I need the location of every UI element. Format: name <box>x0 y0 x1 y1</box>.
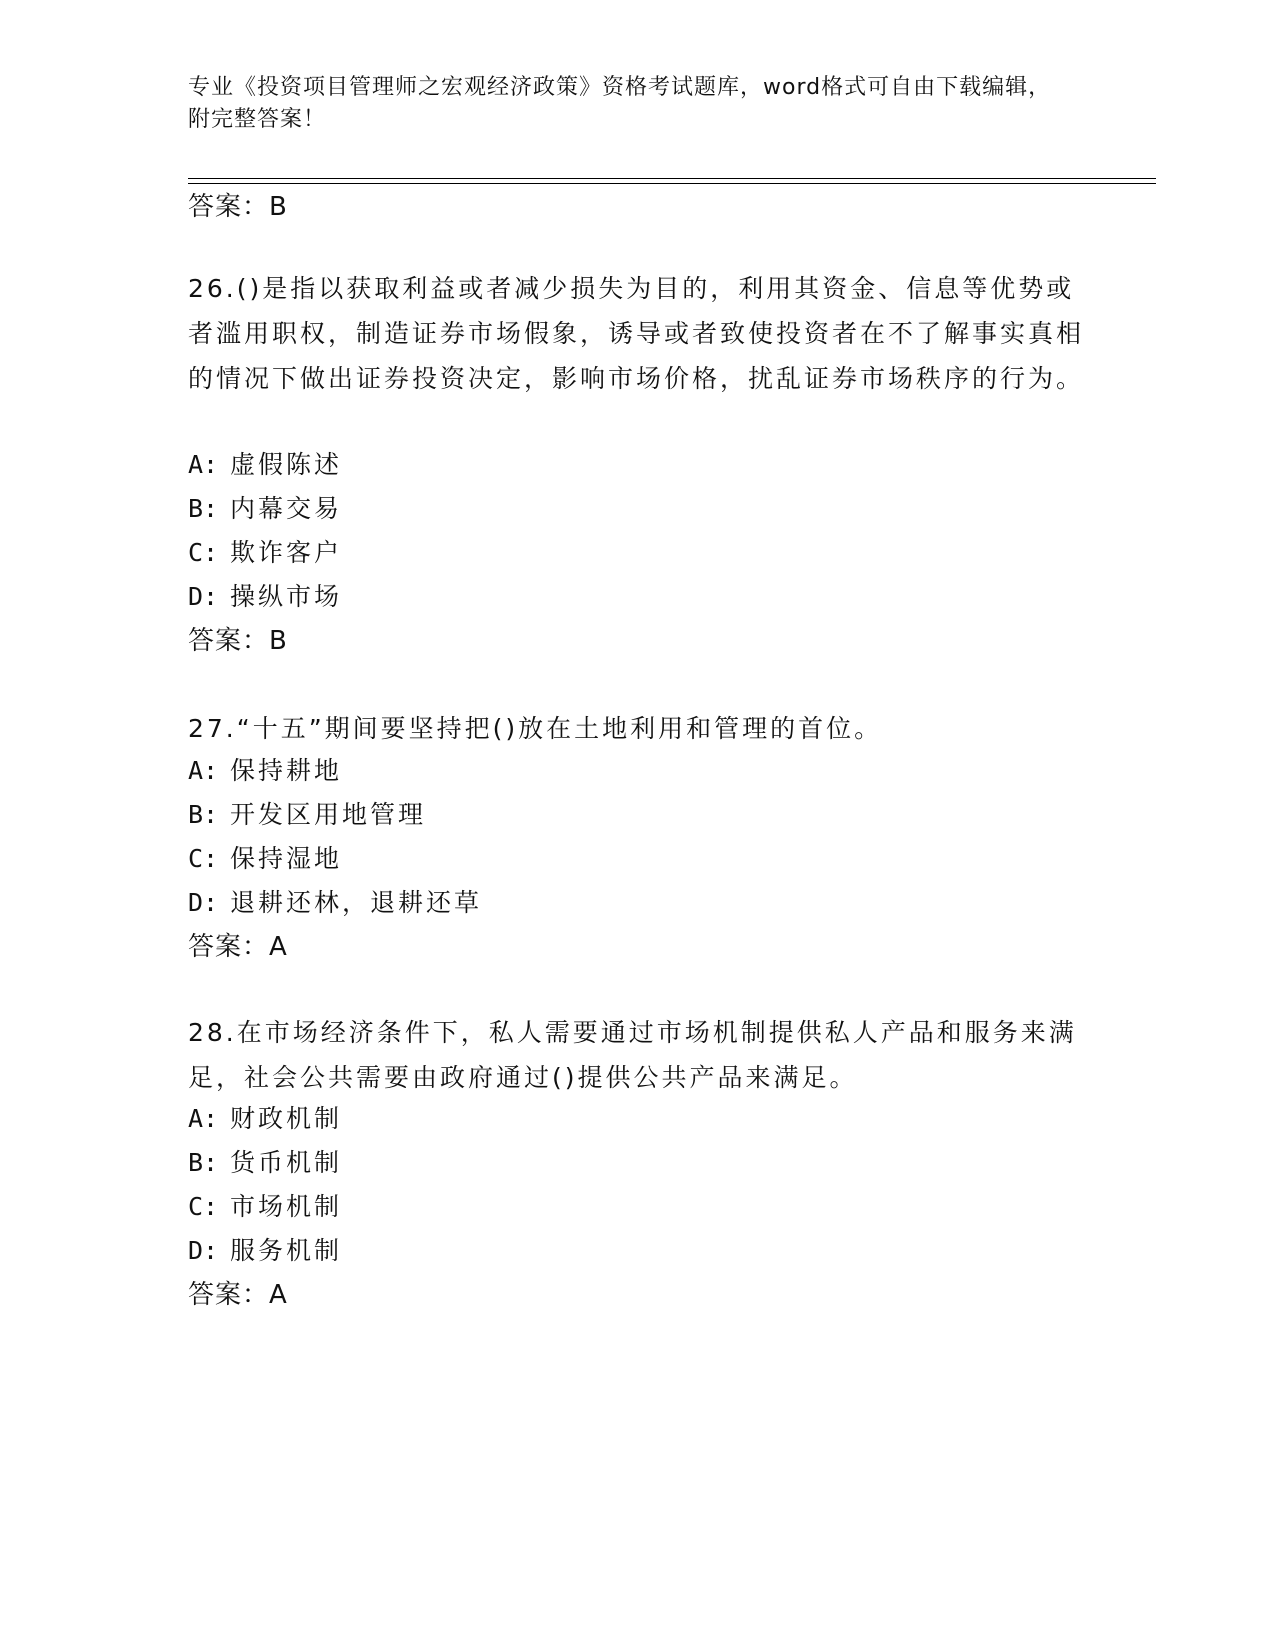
option-text: 货币机制 <box>230 1148 343 1177</box>
option-text: 退耕还林，退耕还草 <box>230 888 483 917</box>
option-label: D: <box>188 1236 219 1265</box>
question-27-answer: 答案：A <box>188 932 288 962</box>
option-text: 欺诈客户 <box>230 538 343 567</box>
option-text: 财政机制 <box>230 1104 343 1133</box>
option-label: A: <box>188 450 219 479</box>
question-27-option-a <box>188 756 342 786</box>
question-28-option-d <box>188 1236 342 1266</box>
header-rule-top <box>188 178 1156 179</box>
question-28-text: 28.在市场经济条件下，私人需要通过市场机制提供私人产品和服务来满足，社会公共需要由政府通过()提供公共产品来满足。 <box>188 1018 1077 1092</box>
question-28-option-c <box>188 1192 342 1222</box>
question-27-option-d <box>188 888 482 918</box>
option-label: D: <box>188 888 219 917</box>
question-26-option-d <box>188 582 342 612</box>
option-label: A: <box>188 756 219 785</box>
option-label: B: <box>188 1148 219 1177</box>
option-text: 保持耕地 <box>230 756 343 785</box>
question-28-option-a <box>188 1104 342 1134</box>
question-26-answer: 答案：B <box>188 626 288 656</box>
question-28-option-b <box>188 1148 342 1178</box>
page-header: 专业《投资项目管理师之宏观经济政策》资格考试题库，word格式可自由下载编辑，附完整答案！ <box>188 75 1052 132</box>
option-label: A: <box>188 1104 219 1133</box>
option-text: 内幕交易 <box>230 494 343 523</box>
option-text: 操纵市场 <box>230 582 343 611</box>
question-27-option-b <box>188 800 426 830</box>
question-27-text: 27.“十五”期间要坚持把()放在土地利用和管理的首位。 <box>188 714 883 743</box>
option-label: B: <box>188 800 219 829</box>
option-text: 服务机制 <box>230 1236 343 1265</box>
question-27-option-c <box>188 844 342 874</box>
option-text: 开发区用地管理 <box>230 800 427 829</box>
option-label: C: <box>188 844 219 873</box>
option-label: B: <box>188 494 219 523</box>
question-26-text: 26.()是指以获取利益或者减少损失为目的，利用其资金、信息等优势或者滥用职权，制造证券市场假象，诱导或者致使投资者在不了解事实真相的情况下做出证券投资决定，影响市场价格，扰乱证券市场秩序的行为。 <box>188 274 1085 393</box>
option-text: 保持湿地 <box>230 844 343 873</box>
question-26-option-c <box>188 538 342 568</box>
question-26-option-a <box>188 450 342 480</box>
option-text: 虚假陈述 <box>230 450 343 479</box>
option-label: D: <box>188 582 219 611</box>
option-label: C: <box>188 1192 219 1221</box>
question-28-answer: 答案：A <box>188 1280 288 1310</box>
header-rule-bottom <box>188 183 1156 184</box>
answer-previous: 答案：B <box>188 192 288 222</box>
option-text: 市场机制 <box>230 1192 343 1221</box>
question-26-option-b <box>188 494 342 524</box>
option-label: C: <box>188 538 219 567</box>
